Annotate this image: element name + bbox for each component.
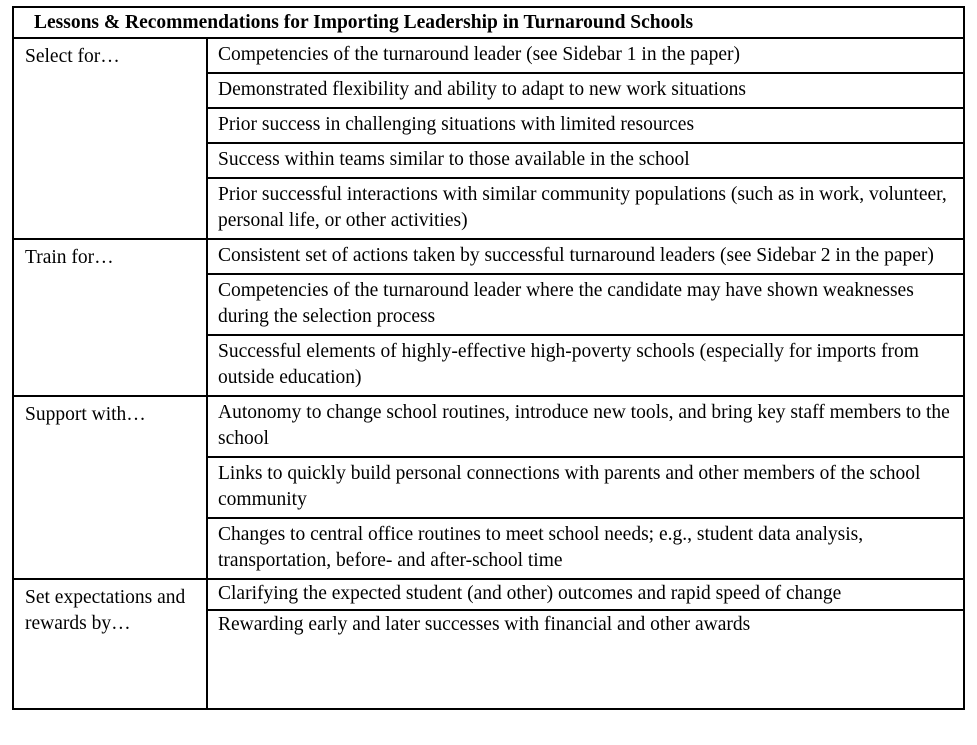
table-row: Successful elements of highly-effective high-poverty schools (especially for imports from outside education) bbox=[218, 341, 919, 388]
group-items-select bbox=[208, 39, 963, 238]
table-row: Prior success in challenging situations with limited resources bbox=[208, 109, 963, 144]
group-items-train bbox=[208, 240, 963, 395]
table-group-train bbox=[14, 240, 963, 397]
table-row: Competencies of the turnaround leader where the candidate may have shown weaknesses during the selection process bbox=[208, 275, 963, 336]
group-label-train: Train for… bbox=[14, 240, 208, 395]
table-row: Autonomy to change school routines, introduce new tools, and bring key staff members to the school bbox=[208, 397, 963, 458]
group-label-select: Select for… bbox=[14, 39, 208, 238]
recommendations-table bbox=[12, 6, 965, 710]
group-items-support bbox=[208, 397, 963, 578]
group-items-expectations bbox=[208, 580, 963, 708]
table-row: Consistent set of actions taken by successful turnaround leaders (see Sidebar 2 in the paper) bbox=[208, 240, 963, 275]
table-group-support bbox=[14, 397, 963, 580]
table-row: Rewarding early and later successes with financial and other awards bbox=[218, 614, 751, 635]
table-row: Demonstrated flexibility and ability to adapt to new work situations bbox=[208, 74, 963, 109]
group-label-expectations: Set expectations and rewards by… bbox=[14, 580, 208, 708]
table-row: Prior successful interactions with similar community populations (such as in work, volunteer, personal life, or other activities) bbox=[218, 184, 947, 231]
table-title: Lessons & Recommendations for Importing Leadership in Turnaround Schools bbox=[14, 8, 963, 39]
group-label-support: Support with… bbox=[14, 397, 208, 578]
table-row: Success within teams similar to those available in the school bbox=[208, 144, 963, 179]
table-row: Competencies of the turnaround leader (see Sidebar 1 in the paper) bbox=[208, 39, 963, 74]
table-group-select bbox=[14, 39, 963, 240]
table-row: Changes to central office routines to meet school needs; e.g., student data analysis, transportation, before- and after-school time bbox=[218, 524, 864, 571]
table-group-expectations bbox=[14, 580, 963, 708]
table-row: Clarifying the expected student (and other) outcomes and rapid speed of change bbox=[208, 580, 963, 611]
table-row: Links to quickly build personal connections with parents and other members of the school community bbox=[208, 458, 963, 519]
